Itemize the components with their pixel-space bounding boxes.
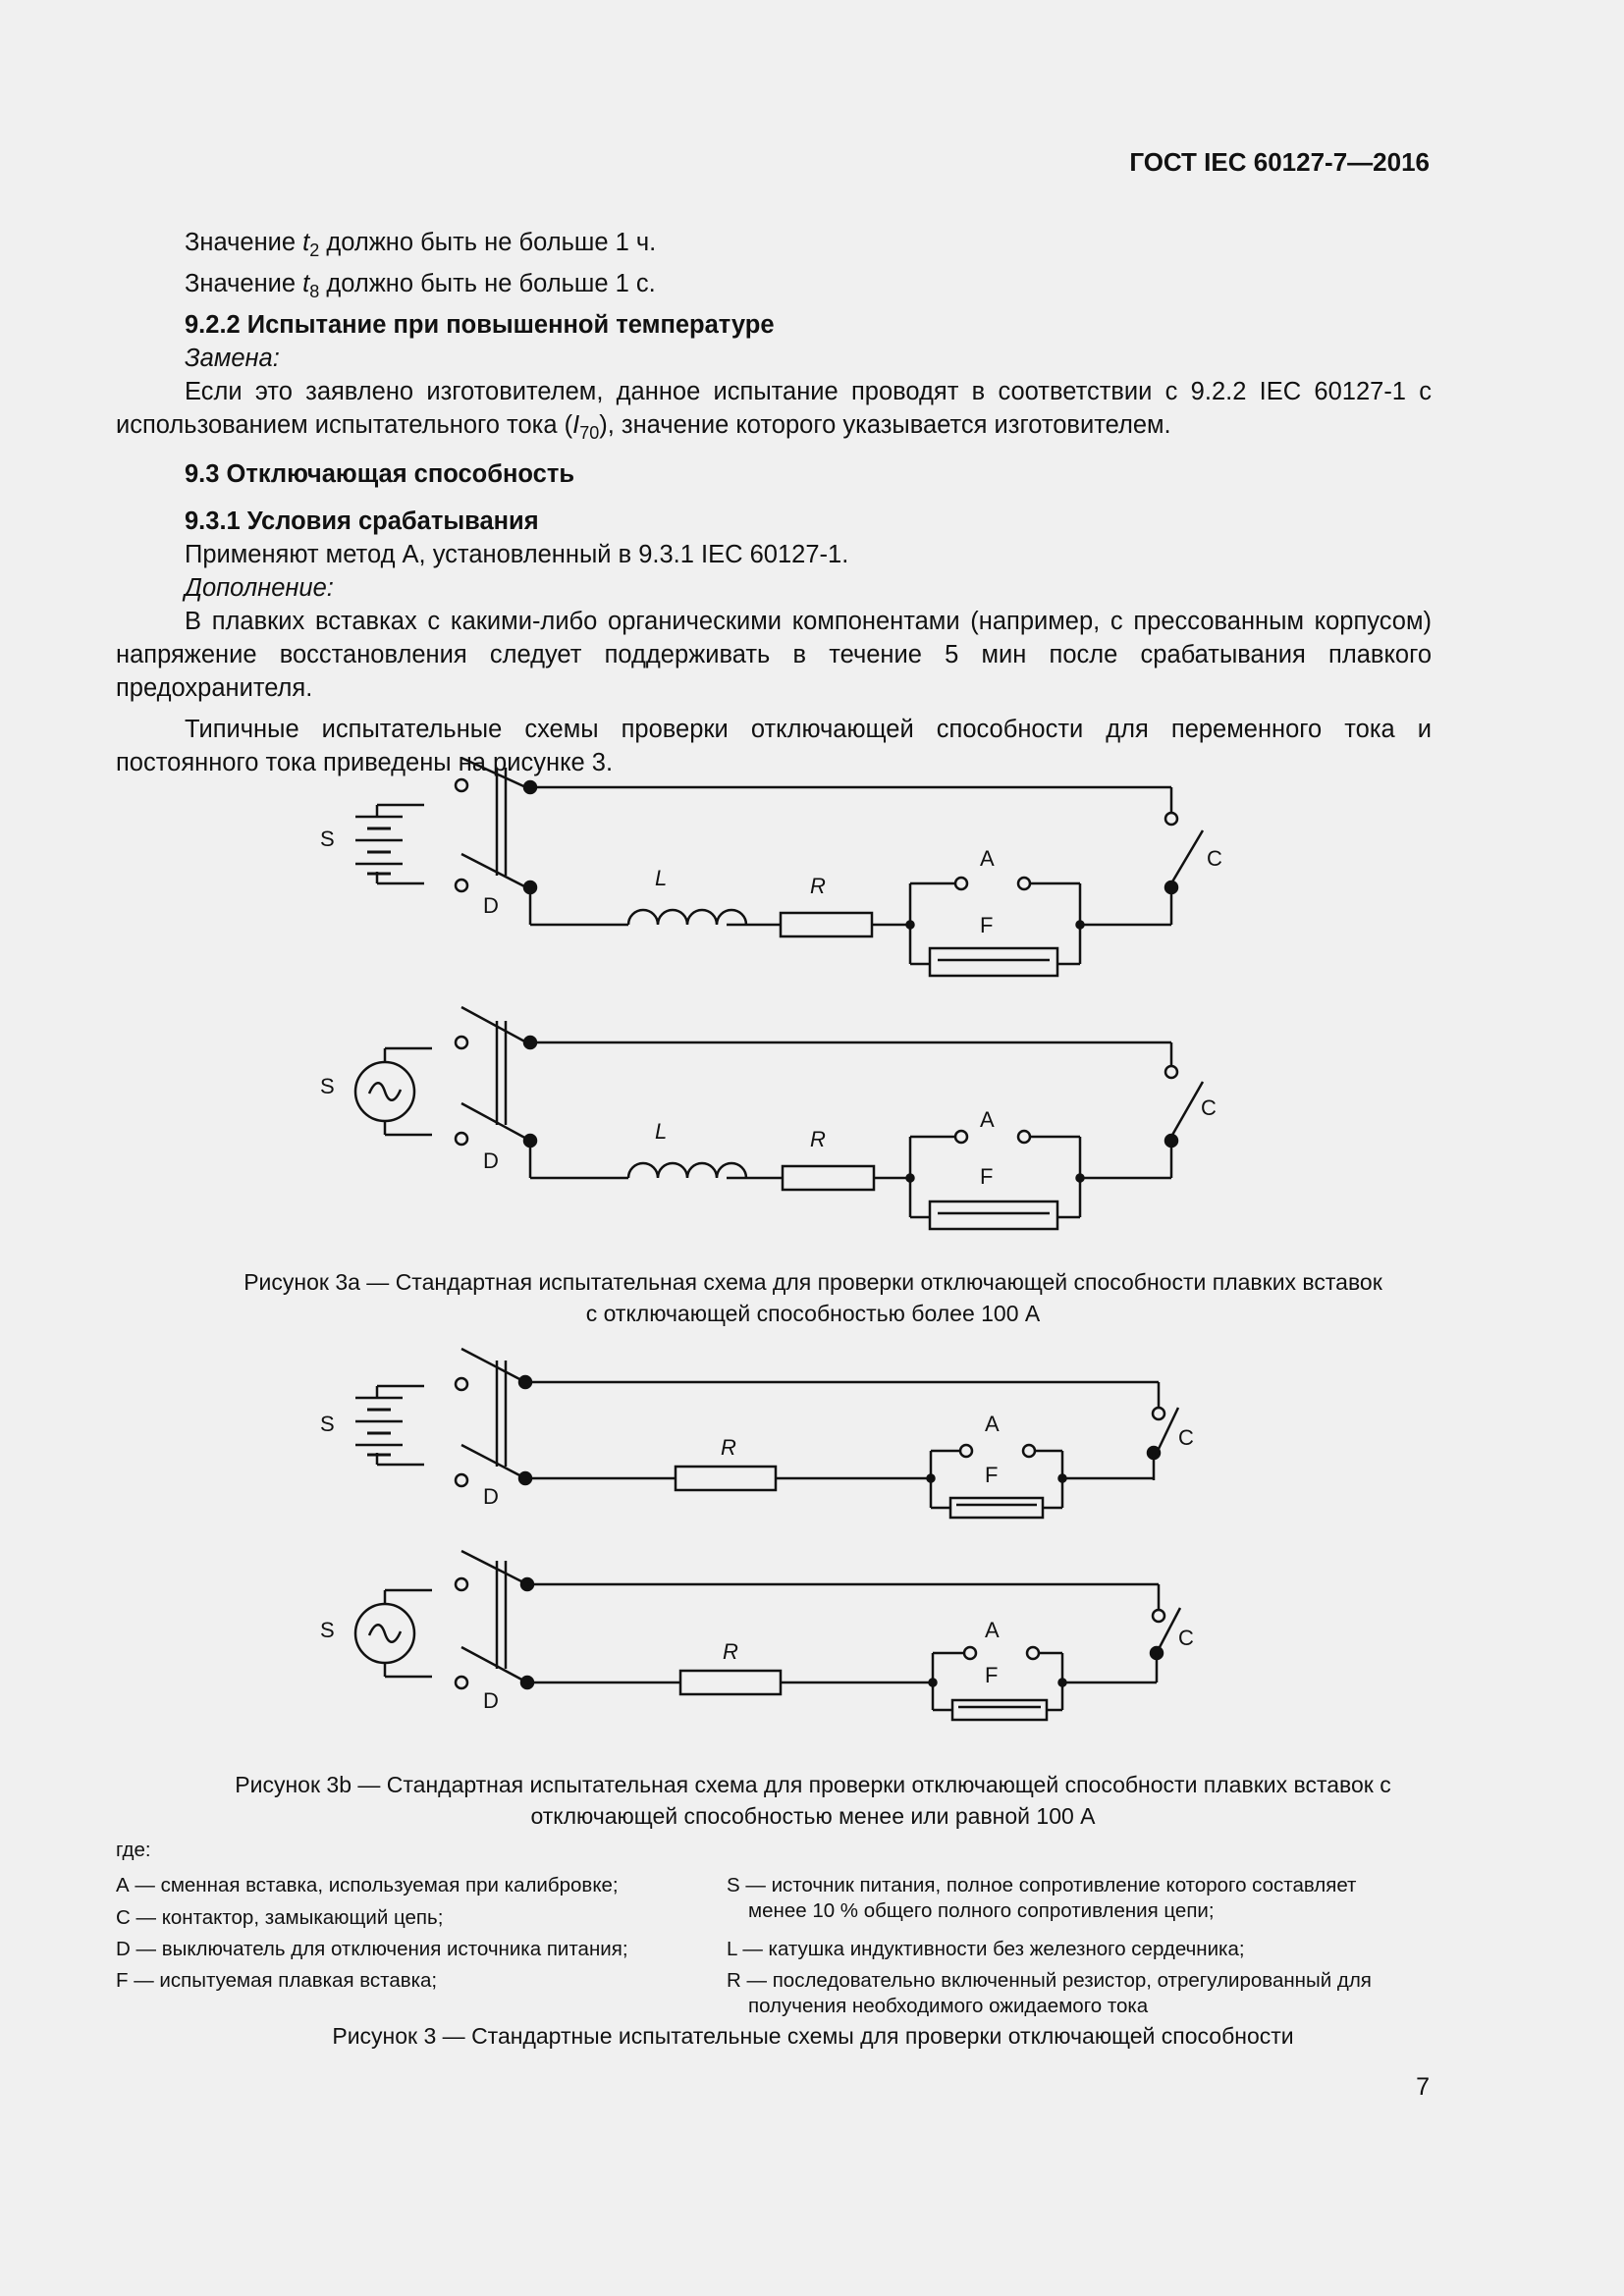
label-S: S — [320, 1074, 335, 1098]
legend-item-D: D — выключатель для отключения источника питания; — [116, 1938, 628, 1960]
label-F: F — [980, 1164, 994, 1189]
label-C: C — [1201, 1095, 1217, 1120]
label-A: A — [985, 1618, 1000, 1642]
addition-label: Дополнение: — [185, 574, 334, 602]
ac-source-symbol — [355, 1590, 432, 1677]
legend-item-C: С — контактор, замыкающий цепь; — [116, 1906, 444, 1929]
diagram-3b-dc — [355, 1349, 1178, 1518]
paragraph-9-2-2: Если это заявлено изготовителем, данное испытание проводят в соответствии с 9.2.2 IEC 60127-1 с использованием испытательного тока $(I_{70})$, значение которого указывается изготовителем. — [116, 378, 1432, 443]
caption-figure-3b — [84, 1769, 1542, 1832]
caption-3b-line2: отключающей способностью менее или равной 100 А — [530, 1803, 1096, 1829]
caption-3a-line1: Рисунок 3a — Стандартная испытательная схема для проверки отключающей способности плавких вставок — [244, 1269, 1382, 1295]
label-S: S — [320, 1618, 335, 1642]
heading-9-3-1: 9.3.1 Условия срабатывания — [185, 507, 539, 535]
label-D: D — [483, 1484, 499, 1509]
label-A: A — [985, 1412, 1000, 1436]
label-S: S — [320, 827, 335, 851]
caption-figure-3: Рисунок 3 — Стандартные испытательные схемы для проверки отключающей способности — [332, 2023, 1294, 2049]
diagram-3b-ac — [355, 1551, 1180, 1720]
caption-3a-line2: с отключающей способностью более 100 А — [585, 1301, 1041, 1326]
label-R: R — [810, 1127, 826, 1151]
legend-where: где: — [116, 1839, 151, 1861]
paragraph-typical-circuits: Типичные испытательные схемы проверки отключающей способности для переменного тока и постоянного тока приведены на рисунке 3. — [116, 716, 1432, 776]
caption-figure-3a — [84, 1266, 1542, 1329]
diagram-3a-dc — [355, 758, 1203, 976]
t2-limit-line: Значение $t_2$ должно быть не больше 1 ч. — [185, 229, 657, 260]
paragraph-9-3-1: Применяют метод А, установленный в 9.3.1 IEC 60127-1. — [185, 541, 849, 568]
paragraph-organic: В плавких вставках с какими-либо органическими компонентами (например, с прессованным корпусом) напряжение восстановления следует поддерживать в течение 5 мин после срабатывания плавкого предохранителя. — [116, 608, 1432, 702]
label-C: C — [1178, 1425, 1194, 1450]
label-A: A — [980, 1107, 995, 1132]
heading-9-3: 9.3 Отключающая способность — [185, 460, 574, 488]
label-F: F — [985, 1463, 999, 1487]
battery-source-symbol — [355, 1386, 424, 1465]
ac-source-symbol — [355, 1048, 432, 1135]
label-L: L — [655, 866, 668, 890]
caption-3b-line1: Рисунок 3b — Стандартная испытательная схема для проверки отключающей способности плавких вставок с — [235, 1772, 1391, 1797]
label-R: R — [723, 1639, 738, 1664]
document-header-id: ГОСТ IEC 60127-7—2016 — [1129, 147, 1430, 177]
heading-9-2-2: 9.2.2 Испытание при повышенной температуре — [185, 311, 775, 339]
replacement-label: Замена: — [185, 345, 280, 372]
label-F: F — [985, 1663, 999, 1687]
diagram-3a-ac — [355, 1007, 1203, 1229]
battery-source-symbol — [355, 805, 424, 883]
label-R: R — [721, 1435, 736, 1460]
diagram-3a-ac-labels — [320, 1074, 1217, 1189]
label-A: A — [980, 846, 995, 871]
label-D: D — [483, 1688, 499, 1713]
legend-item-R: R — последовательно включенный резистор, отрегулированный для получения необходимого ожидаемого тока — [727, 1969, 1372, 2017]
label-D: D — [483, 893, 499, 918]
label-F: F — [980, 913, 994, 937]
legend-item-L: L — катушка индуктивности без железного сердечника; — [727, 1938, 1245, 1960]
label-S: S — [320, 1412, 335, 1436]
label-C: C — [1207, 846, 1222, 871]
label-C: C — [1178, 1626, 1194, 1650]
label-R: R — [810, 874, 826, 898]
legend-item-S: S — источник питания, полное сопротивление которого составляет менее 10 % общего полного сопротивления цепи; — [727, 1874, 1357, 1922]
label-D: D — [483, 1148, 499, 1173]
legend-item-F: F — испытуемая плавкая вставка; — [116, 1969, 438, 1992]
page-number: 7 — [1416, 2073, 1430, 2101]
legend-item-A: А — сменная вставка, используемая при калибровке; — [116, 1874, 619, 1896]
label-L: L — [655, 1119, 668, 1144]
t8-limit-line: Значение $t_8$ должно быть не больше 1 с. — [185, 270, 656, 301]
